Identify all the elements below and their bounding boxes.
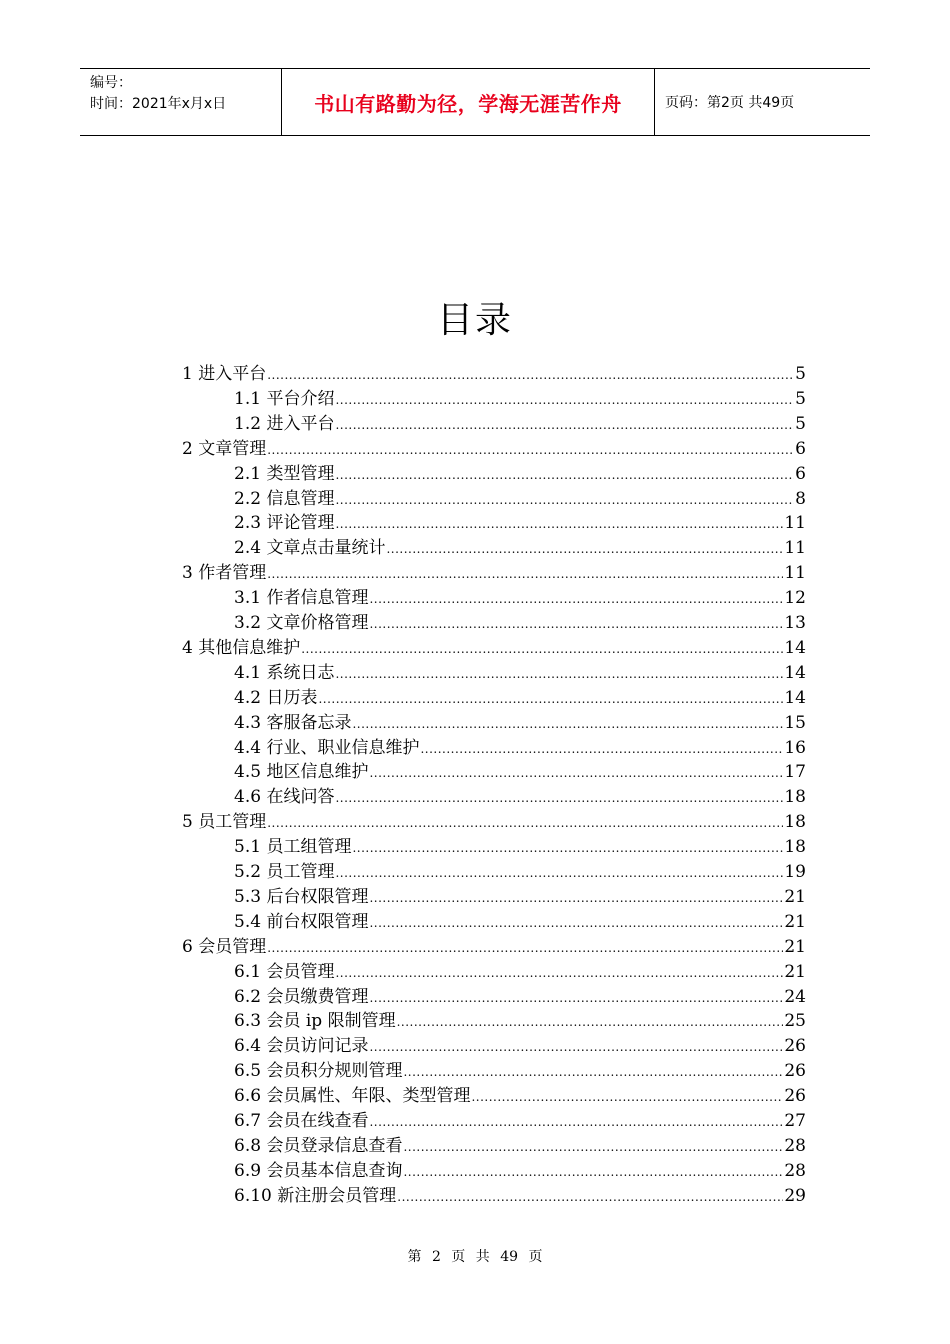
toc-leader-dots [267,438,794,462]
toc-title: 目录 [436,300,513,341]
toc-entry-page: 18 [784,837,806,858]
toc-entry-page: 11 [784,513,806,534]
toc-leader-dots [335,512,783,536]
toc-entry-page: 21 [784,911,806,932]
toc-leader-dots [352,836,783,860]
toc-entry[interactable] [234,1184,806,1209]
toc-entry-label: 5 员工管理 [182,812,267,833]
header-motto: 书山有路勤为径，学海无涯苦作舟 [282,69,655,135]
toc-entry-label: 2.4 文章点击量统计 [234,538,386,559]
toc-entry-label: 5.3 后台权限管理 [234,886,369,907]
toc-entry[interactable] [234,1084,806,1109]
toc-entry-label: 3.2 文章价格管理 [234,613,369,633]
toc-entry-label: 2.1 类型管理 [234,463,335,484]
toc-leader-dots [403,1060,783,1084]
toc-entry[interactable] [182,636,806,661]
toc-leader-dots [369,986,783,1010]
toc-leader-dots [369,1110,783,1134]
toc-entry-label: 4.5 地区信息维护 [234,762,369,783]
toc-entry-page: 14 [784,637,806,658]
toc-entry[interactable] [234,1034,806,1059]
toc-leader-dots [335,786,783,810]
header-page-code: 页码：第2页 共49页 [665,95,795,111]
toc-entry-label: 3 作者管理 [182,563,267,584]
time-label: 时间：2021年x月x日 [90,96,227,112]
toc-entry[interactable] [234,760,806,785]
toc-leader-dots [420,737,783,761]
toc-entry[interactable] [182,437,806,462]
serial-label: 编号： [90,75,132,91]
page-header [80,68,870,136]
toc-entry-label: 1.1 平台介绍 [234,388,335,409]
toc-entry[interactable] [234,835,806,860]
toc-entry-page: 11 [784,563,806,584]
toc-entry-label: 4 其他信息维护 [182,637,301,658]
toc-entry-label: 6.5 会员积分规则管理 [234,1061,403,1082]
page-footer: 第 2 页 共 49 页 [407,1249,543,1265]
toc-entry-label: 6.9 会员基本信息查询 [234,1160,403,1181]
toc-entry-page: 6 [795,463,806,484]
toc-leader-dots [335,413,794,437]
toc-leader-dots [397,1010,784,1034]
toc-entry-label: 6.4 会员访问记录 [234,1036,369,1057]
toc-entry-label: 6.10 新注册会员管理 [234,1185,397,1206]
toc-entry-label: 6.6 会员属性、年限、类型管理 [234,1086,471,1107]
toc-entry[interactable] [234,860,806,885]
toc-leader-dots [318,687,783,711]
toc-entry[interactable] [182,935,806,960]
toc-entry-label: 4.2 日历表 [234,687,318,708]
toc-leader-dots [369,587,783,611]
toc-entry-page: 21 [784,961,806,982]
toc-leader-dots [403,1135,783,1159]
toc-entry-page: 28 [784,1160,806,1181]
toc-entry-label: 5.1 员工组管理 [234,837,352,858]
toc-entry[interactable] [234,736,806,761]
toc-entry-page: 26 [784,1036,806,1057]
toc-entry-page: 8 [795,488,806,509]
toc-entry[interactable] [234,1109,806,1134]
toc-entry[interactable] [234,661,806,686]
toc-entry[interactable] [234,686,806,711]
toc-leader-dots [369,886,783,910]
toc-entry-label: 6.7 会员在线查看 [234,1111,369,1131]
toc-entry[interactable] [234,785,806,810]
toc-entry-page: 6 [795,438,806,459]
header-meta [80,69,282,135]
toc-entry-label: 5.4 前台权限管理 [234,911,369,932]
toc-entry-page: 12 [784,588,806,609]
toc-leader-dots [267,562,783,586]
toc-entry-page: 14 [784,687,806,708]
toc-entry-label: 4.4 行业、职业信息维护 [234,737,420,758]
toc-entry-page: 15 [784,712,806,733]
toc-leader-dots [301,637,783,661]
toc-entry-page: 5 [795,388,806,409]
toc-entry[interactable] [234,412,806,437]
toc-entry[interactable] [234,611,806,636]
toc-entry[interactable] [234,910,806,935]
toc-entry[interactable] [234,985,806,1010]
toc-entry-label: 6 会员管理 [182,936,267,957]
toc-leader-dots [386,537,783,561]
toc-leader-dots [335,463,794,487]
toc-entry[interactable] [234,1159,806,1184]
toc-leader-dots [352,712,783,736]
toc-entry-label: 4.3 客服备忘录 [234,712,352,733]
toc-leader-dots [369,761,783,785]
toc-leader-dots [369,1035,783,1059]
toc-entry-page: 21 [784,936,806,957]
toc-entry-label: 1.2 进入平台 [234,413,335,434]
toc-entry-label: 2.3 评论管理 [234,513,335,534]
toc-entry-page: 13 [784,613,806,633]
toc-leader-dots [471,1085,783,1109]
toc-leader-dots [403,1160,783,1184]
toc-leader-dots [369,911,783,935]
toc-entry-label: 1 进入平台 [182,364,267,384]
toc-entry[interactable] [234,1134,806,1159]
toc-entry-page: 11 [784,538,806,559]
toc-entry[interactable] [234,536,806,561]
toc-leader-dots [267,936,783,960]
toc-leader-dots [335,861,783,885]
toc-leader-dots [335,961,783,985]
toc-leader-dots [397,1185,783,1209]
toc-entry-page: 28 [784,1135,806,1156]
toc-leader-dots [335,488,794,512]
toc-leader-dots [335,662,783,686]
toc-entry-label: 5.2 员工管理 [234,862,335,882]
toc-entry[interactable] [234,387,806,412]
toc-entry-label: 2 文章管理 [182,438,267,459]
toc-entry-label: 2.2 信息管理 [234,488,335,509]
toc-entry-label: 4.6 在线问答 [234,787,335,808]
toc-entry-page: 21 [784,886,806,907]
toc-entry[interactable] [234,462,806,487]
toc-entry[interactable] [234,1009,806,1034]
toc-leader-dots [335,388,794,412]
toc-entry-label: 6.8 会员登录信息查看 [234,1135,403,1156]
toc-entry-label: 3.1 作者信息管理 [234,588,369,609]
toc-entry[interactable] [234,885,806,910]
toc-entry-label: 6.1 会员管理 [234,961,335,982]
toc-entry[interactable] [234,711,806,736]
toc-entry[interactable] [234,960,806,985]
toc-entry-page: 26 [784,1086,806,1107]
toc-entry-page: 19 [784,862,806,882]
toc-entry-page: 5 [795,413,806,434]
toc-entry[interactable] [182,561,806,586]
toc-entry-label: 6.3 会员 ip 限制管理 [234,1011,396,1032]
toc-entry-page: 17 [784,762,806,783]
toc-entry[interactable] [182,810,806,835]
toc-entry-label: 4.1 系统日志 [234,662,335,683]
toc-entry[interactable] [234,487,806,512]
toc-entry-page: 25 [784,1011,806,1032]
toc-entry-page: 16 [784,737,806,758]
toc-entry-page: 26 [784,1061,806,1082]
toc-entry-page: 29 [784,1185,806,1206]
toc-entry-page: 18 [784,812,806,833]
toc-entry[interactable] [234,1059,806,1084]
toc-leader-dots [369,612,783,636]
toc-entry-page: 24 [784,986,806,1007]
toc-leader-dots [267,363,794,387]
toc-entry[interactable] [234,586,806,611]
toc-entry[interactable] [182,362,806,387]
toc-entry-label: 6.2 会员缴费管理 [234,986,369,1007]
toc-entry-page: 27 [784,1111,806,1131]
toc-entry-page: 14 [784,662,806,683]
toc-entry[interactable] [234,511,806,536]
toc-entry-page: 5 [795,364,806,384]
toc-leader-dots [267,811,783,835]
toc-entry-page: 18 [784,787,806,808]
